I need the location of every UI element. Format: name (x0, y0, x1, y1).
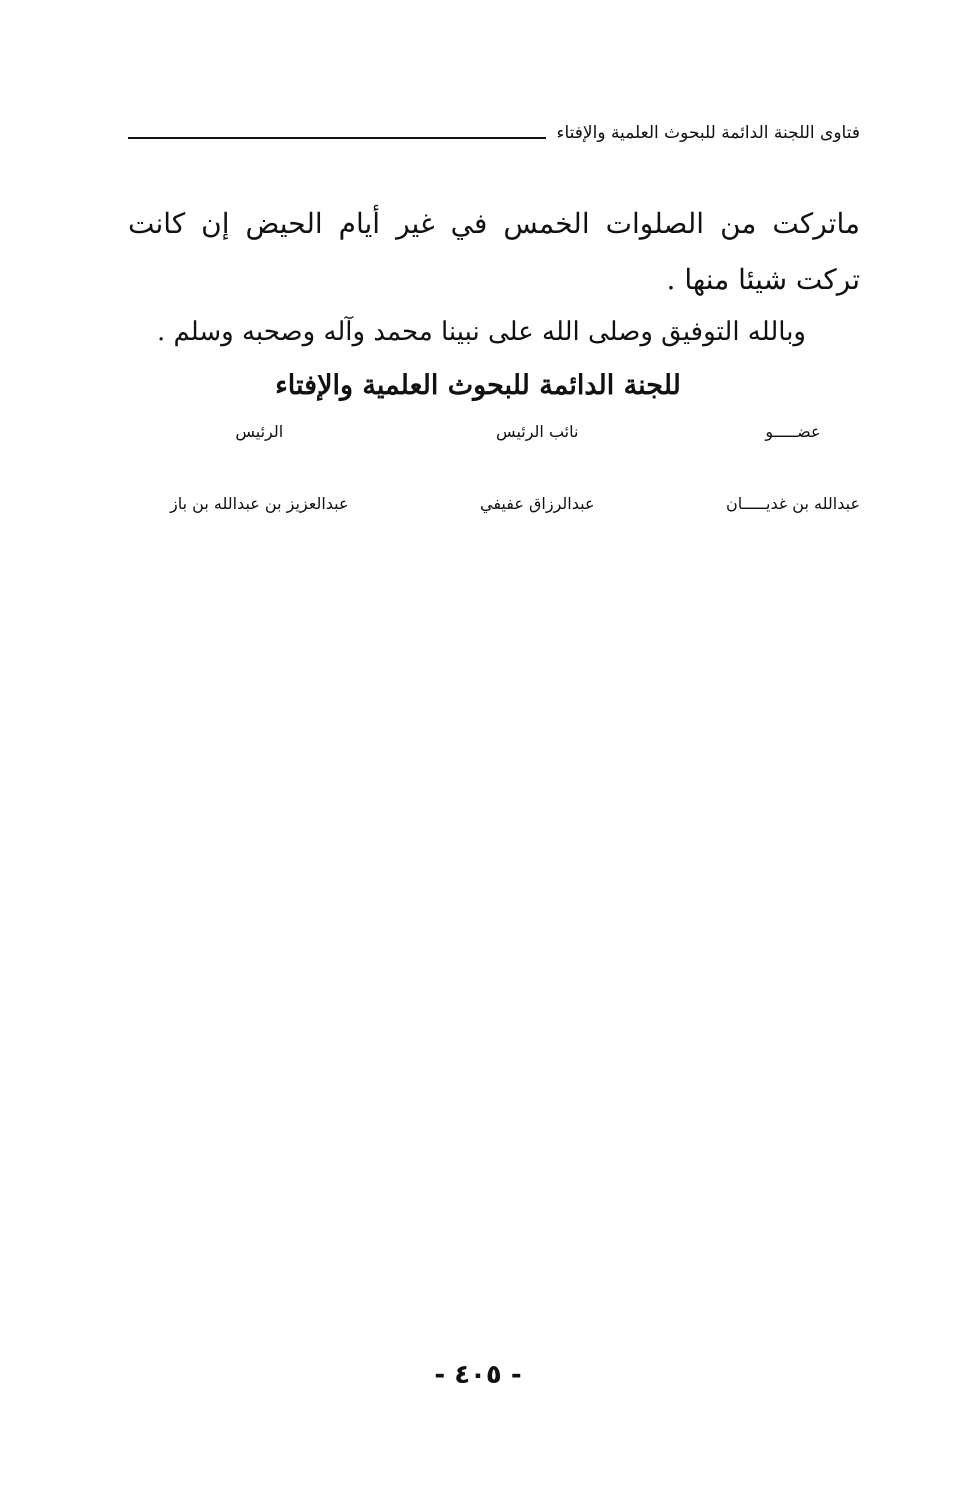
body-paragraph: ماتركت من الصلوات الخمس في غير أيام الحيض إن كانت تركت شيئا منها . (128, 207, 860, 296)
signature-name: عبدالعزيز بن عبدالله بن باز (170, 494, 349, 513)
signature-vice-chairman (480, 420, 595, 516)
signature-role: نائب الرئيس (496, 422, 579, 441)
signature-role: الرئيس (235, 422, 284, 441)
signature-name: عبدالرزاق عفيفي (480, 494, 595, 513)
signature-block (170, 420, 860, 516)
running-header (128, 112, 860, 142)
committee-title: للجنة الدائمة للبحوث العلمية والإفتاء (275, 370, 681, 401)
header-title: فتاوى اللجنة الدائمة للبحوث العلمية والإفتاء (556, 123, 860, 143)
signature-role: عضـــــو (765, 422, 821, 441)
header-rule (128, 137, 546, 139)
signature-name: عبدالله بن غديـــــان (725, 494, 860, 513)
page-number: - ٤٠٥ - (434, 1360, 522, 1390)
signature-member (726, 420, 860, 516)
closing-line: وبالله التوفيق وصلى الله على نبينا محمد وآله وصحبه وسلم . (156, 317, 806, 347)
signature-chairman (170, 420, 349, 516)
